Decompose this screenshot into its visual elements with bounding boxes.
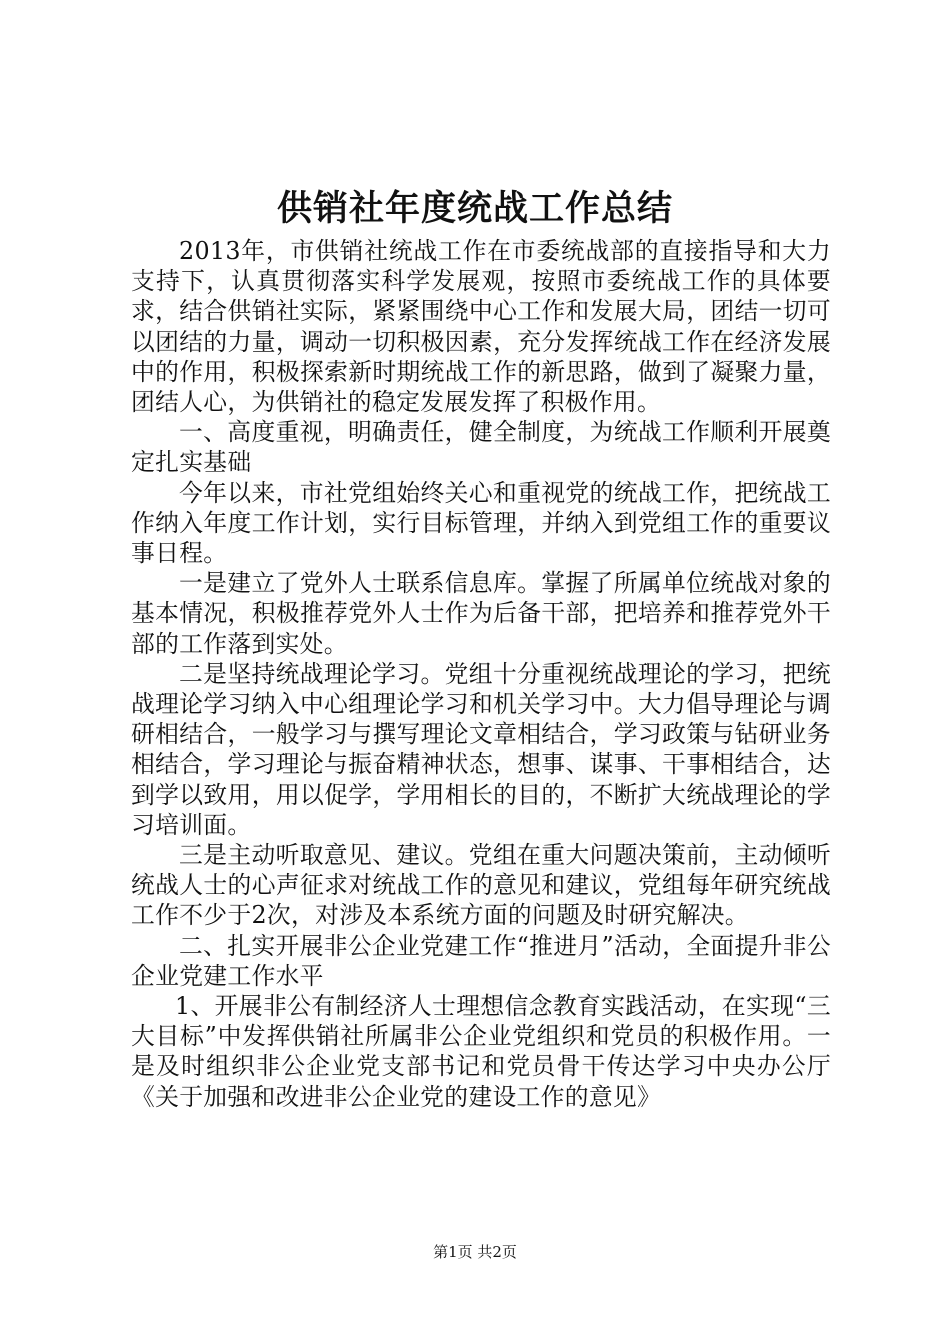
paragraph-point-2: 二是坚持统战理论学习。党组十分重视统战理论的学习，把统战理论学习纳入中心组理论学习和机关学习中。大力倡导理论与调研相结合，一般学习与撰写理论文章相结合，学习政策与钻研业务相结合，学习理论与振奋精神状态，想事、谋事、干事相结合，达到学以致用，用以促学，学用相长的目的，不断扩大统战理论的学习培训面。 [131,659,831,839]
paragraph-section-1-intro: 今年以来，市社党组始终关心和重视党的统战工作，把统战工作纳入年度工作计划，实行目标管理，并纳入到党组工作的重要议事日程。 [131,478,831,568]
document-title: 供销社年度统战工作总结 [276,188,673,229]
paragraph-intro: 2013年，市供销社统战工作在市委统战部的直接指导和大力支持下，认真贯彻落实科学发展观，按照市委统战工作的具体要求，结合供销社实际，紧紧围绕中心工作和发展大局，团结一切可以团结的力量，调动一切积极因素，充分发挥统战工作在经济发展中的作用，积极探索新时期统战工作的新思路，做到了凝聚力量，团结人心，为供销社的稳定发展发挥了积极作用。 [131,237,831,417]
section-heading-1: 一、高度重视，明确责任，健全制度，为统战工作顺利开展奠定扎实基础 [131,418,831,477]
section-heading-2: 二、扎实开展非公企业党建工作“推进月”活动，全面提升非公企业党建工作水平 [131,931,831,990]
paragraph-point-1: 一是建立了党外人士联系信息库。掌握了所属单位统战对象的基本情况，积极推荐党外人士作为后备干部，把培养和推荐党外干部的工作落到实处。 [131,569,831,658]
paragraph-section-2-item-1: 1、开展非公有制经济人士理想信念教育实践活动，在实现“三大目标”中发挥供销社所属非公企业党组织和党员的积极作用。一是及时组织非公企业党支部书记和党员骨干传达学习中央办公厅《关于加强和改进非公企业党的建设工作的意见》 [131,992,831,1111]
page-number-footer: 第1页 共2页 [433,1243,517,1261]
document-body [131,236,831,1112]
paragraph-point-3: 三是主动听取意见、建议。党组在重大问题决策前，主动倾听统战人士的心声征求对统战工作的意见和建议，党组每年研究统战工作不少于2次，对涉及本系统方面的问题及时研究解决。 [131,841,831,930]
